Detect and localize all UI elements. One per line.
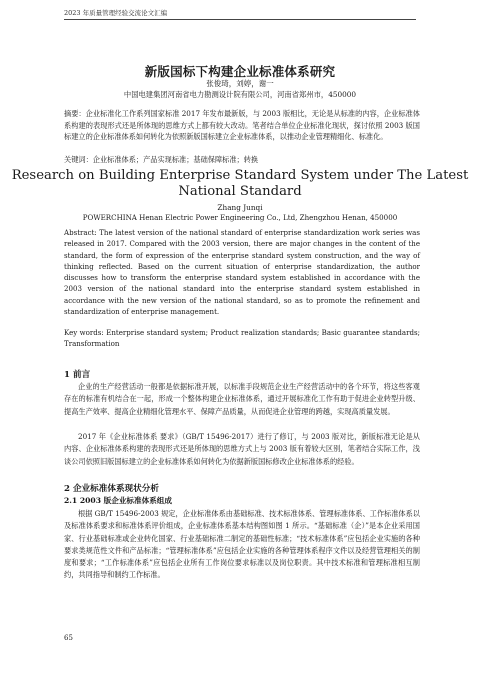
chinese-authors: 张俊琦，刘婷，谢一 [206,79,274,88]
paragraph-2: 2017 年《企业标准体系 要求》（GB/T 15496-2017）进行了修订，与 2003 版对比，新版标准无论是从内容、企业标准体系构建的表现形式还是所体现的思维方式上与 2003 版有着较大区别，笔者结合实际工作，浅谈公司依照旧版国标建立的企业标准体系如何转化为依据新版国标修改企业标准体系的经验。 [64,432,420,466]
chinese-abstract-text: 企业标准化工作系列国家标准 2017 年发布最新版，与 2003 版相比，无论是从标准的内容，企业标准体系构建的表现形式还是所体现的思维方式上都有较大改动。笔者结合单位企业标准化现状，探讨依照 2003 版国标建立的企业标准体系如何转化为依照新版国标建立企业标准体系，以推动企业管理精细化、标准化。 [64,109,420,141]
english-abstract [64,227,420,317]
english-keywords-text: Enterprise standard system; Product realization standards; Basic guarantee standards; Transformation [64,328,420,349]
english-title: Research on Building Enterprise Standard System under The Latest National Standard [11,168,469,199]
chinese-affiliation: 中国电建集团河南省电力勘测设计院有限公司，河南省郑州市，450000 [123,90,357,99]
english-affiliation: POWERCHINA Henan Electric Power Engineering Co., Ltd, Zhengzhou Henan, 450000 [82,213,398,222]
chinese-title: 新版国标下构建企业标准体系研究 [144,64,336,79]
chinese-keywords-label: 关键词： [64,155,93,164]
section-2-heading: 2 企业标准体系现状分析 [64,484,159,494]
english-keywords-label: Key words: [64,328,104,337]
paragraph-3: 根据 GB/T 15496-2003 规定，企业标准体系由基础标准、技术标准体系、管理标准体系、工作标准体系以及标准体系要求和标准体系评价组成，企业标准体系基本结构图如图 1 所示。“基础标准（企）”是本企业采用国家、行业基础标准或企业转化国家、行业基础标准二制定的基础性标准；“技术标准体系”应包括企业实施的各种要求类规范性文件和产品标准；“管理标准体系”应包括企业实施的各种管理体系程序文件以及经营管理相关的制度和要求；“工作标准体系”应包括企业所有工作岗位要求标准以及岗位职责。其中技术标准和管理标准相互制约，共同指导和制约工作标准。 [64,509,420,580]
running-head: 2023 年质量管理经验交流论文汇编 [64,9,168,17]
english-abstract-label: Abstract: [64,228,97,237]
chinese-keywords-text: 企业标准体系；产品实现标准；基础保障标准；转换 [92,155,259,164]
page-number: 65 [64,634,73,642]
english-abstract-text: The latest version of the national standard of enterprise standardization work series was released in 2017. Compared with the 2003 version, there are major changes in the content of the standard, the form of expression of the enterprise standard system construction, and the way of thinking reflected. Based on the current situation of enterprise standardization, the author discusses how to transform the enterprise standard system established in accordance with the 2003 version of the national standard into the enterprise standard system established in accordance with the new version of the national standard, so as to promote the refinement and standardization of enterprise management. [64,228,420,317]
paragraph-1: 企业的生产经营活动一般都是依据标准开展，以标准手段规范企业生产经营活动中的各个环节，将这些客观存在的标准有机结合在一起，形成一个整体构建企业标准体系，通过开展标准化工作有助于促进企业转型升级、提高生产效率、提高企业精细化管理水平、保障产品质量，从而促进企业管理的跨越，实现高质量发展。 [64,382,420,416]
header-rule [64,19,416,20]
chinese-abstract-label: 摘要： [64,109,86,118]
english-keywords [64,327,420,350]
section-2-1-heading: 2.1 2003 版企业标准体系组成 [64,496,172,505]
chinese-abstract [64,108,420,143]
section-1-heading: 1 前言 [64,370,91,380]
english-author: Zhang Junqi [217,203,263,212]
chinese-keywords [64,154,420,166]
